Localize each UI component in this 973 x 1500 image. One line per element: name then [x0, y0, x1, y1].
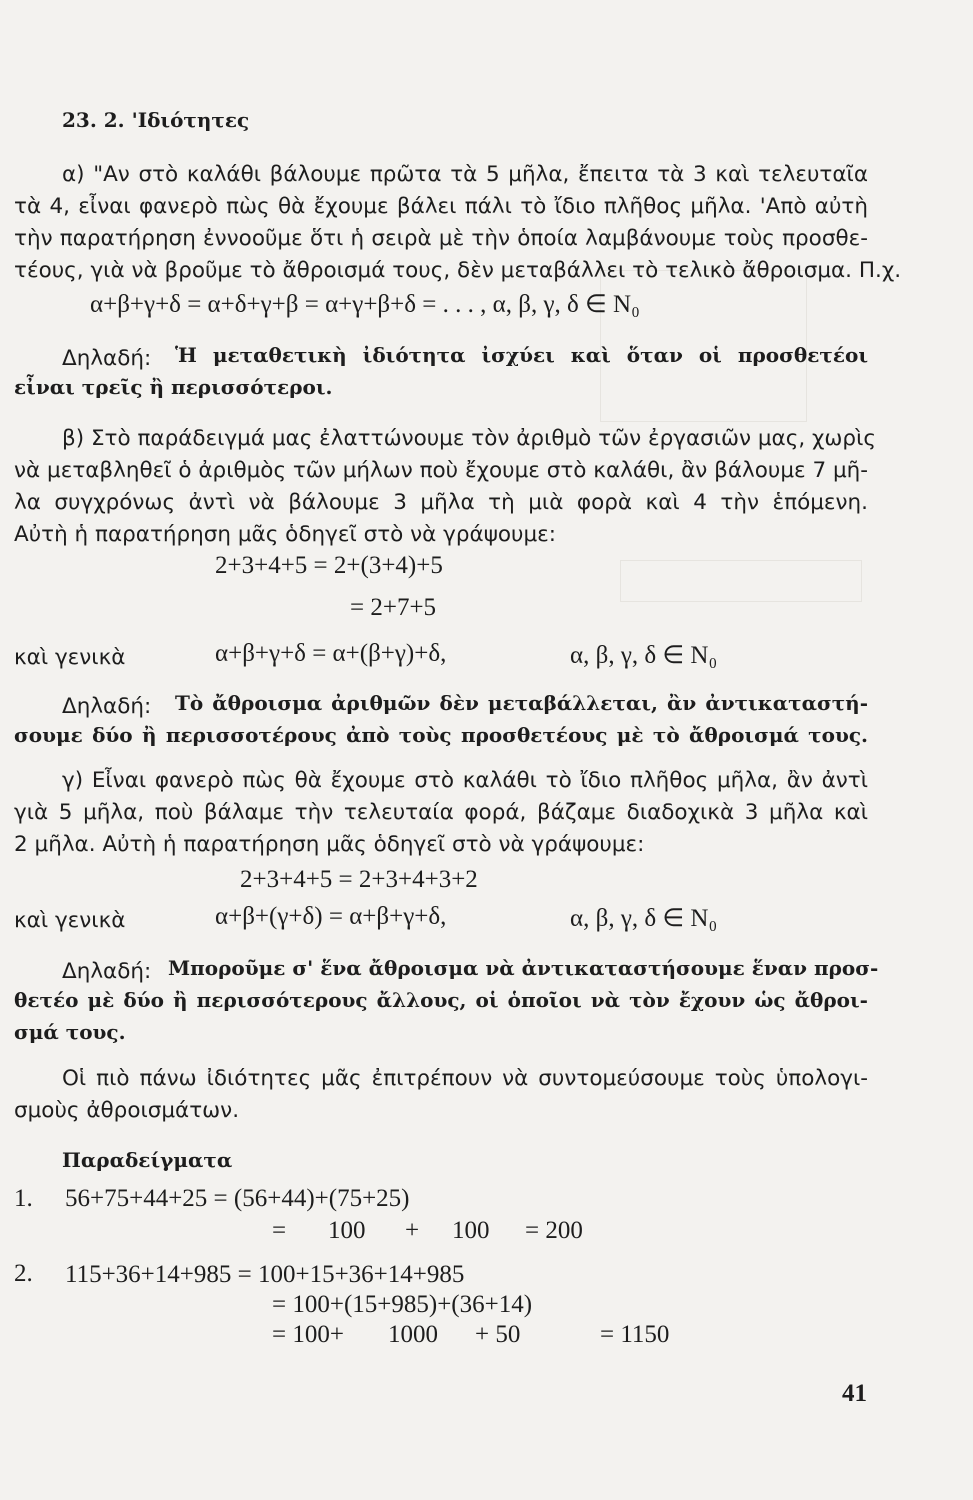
example-2-line-3-c: + 50: [475, 1321, 521, 1348]
para-c-line-3: 2 μῆλα. Αὐτὴ ἡ παρατήρηση μᾶς ὁδηγεῖ στὸ νὰ γράψουμε:: [14, 832, 645, 857]
formula-commutative: α+β+γ+δ = α+δ+γ+β = α+γ+β+δ = . . . , α, β, γ, δ ∈ N₀: [90, 291, 640, 318]
para-a-line-3: τὴν παρατήρηση ἐννοοῦμε ὅτι ἡ σειρὰ μὲ τὴν ὁποία λαμβάνουμε τοὺς προσθε-: [14, 226, 868, 251]
rule-c-line-1: Μποροῦμε σ' ἕνα ἄθροισμα νὰ ἀντικαταστήσουμε ἕναν προσ-: [168, 956, 879, 980]
example-1-line-2-a: 100: [328, 1217, 366, 1244]
examples-heading: Παραδείγματα: [62, 1148, 233, 1172]
example-2-line-2: = 100+(15+985)+(36+14): [272, 1291, 533, 1318]
example-1-line-2-result: = 200: [525, 1217, 583, 1244]
para-b-line-3: λα συγχρόνως ἀντὶ νὰ βάλουμε 3 μῆλα τὴ μιὰ φορὰ καὶ 4 τὴν ἑπόμενη.: [14, 490, 868, 515]
equation-c-1: 2+3+4+5 = 2+3+4+3+2: [240, 866, 478, 893]
kai-genika-label-1: καὶ γενικὰ: [14, 645, 126, 670]
example-2-line-3-a: = 100+: [272, 1321, 344, 1348]
rule-b-prefix: Δηλαδή:: [62, 694, 152, 719]
equation-b-3: α+β+γ+δ = α+(β+γ)+δ,: [215, 640, 447, 667]
example-2-line-3-b: 1000: [388, 1321, 438, 1348]
example-1-line-2-b: 100: [452, 1217, 490, 1244]
equation-c-2: α+β+(γ+δ) = α+β+γ+δ,: [215, 903, 447, 930]
kai-genika-label-2: καὶ γενικὰ: [14, 908, 126, 933]
rule-c-line-2: θετέο μὲ δύο ἢ περισσότερους ἄλλους, οἱ ὁποῖοι νὰ τὸν ἔχουν ὡς ἄθροι-: [14, 988, 868, 1012]
para-b-line-2: νὰ μεταβληθεῖ ὁ ἀριθμὸς τῶν μήλων ποὺ ἔχουμε στὸ καλάθι, ἂν βάλουμε 7 μῆ-: [14, 458, 869, 483]
example-2-number: 2.: [14, 1260, 33, 1287]
para-b-line-4: Αὐτὴ ἡ παρατήρηση μᾶς ὁδηγεῖ στὸ νὰ γράψουμε:: [14, 522, 557, 547]
equation-c-2-domain: α, β, γ, δ ∈ N₀: [570, 905, 718, 932]
rule-b-line-1: Τὸ ἄθροισμα ἀριθμῶν δὲν μεταβάλλεται, ἂν ἀντικαταστή-: [175, 691, 868, 715]
para-b-line-1: β) Στὸ παράδειγμά μας ἐλαττώνουμε τὸν ἀριθμὸ τῶν ἐργασιῶν μας, χωρὶς: [62, 426, 876, 451]
para-a-line-4: τέους, γιὰ νὰ βροῦμε τὸ ἄθροισμά τους, δὲν μεταβάλλει τὸ τελικὸ ἄθροισμα. Π.χ.: [14, 258, 902, 283]
equation-b-2: = 2+7+5: [350, 594, 437, 621]
bleed-through-frame-bottom: [620, 560, 862, 602]
page-number: 41: [842, 1380, 867, 1407]
example-1-line-2-eq: =: [272, 1217, 287, 1244]
example-2-line-3-result: = 1150: [600, 1321, 670, 1348]
rule-b-line-2: σουμε δύο ἢ περισσοτέρους ἀπὸ τοὺς προσθετέους μὲ τὸ ἄθροισμά τους.: [14, 723, 868, 747]
equation-b-3-domain: α, β, γ, δ ∈ N₀: [570, 642, 718, 669]
rule-c-line-3: σμά τους.: [14, 1020, 126, 1044]
para-c-line-1: γ) Εἶναι φανερὸ πὼς θὰ ἔχουμε στὸ καλάθι τὸ ἴδιο πλῆθος μῆλα, ἂν ἀντὶ: [62, 768, 868, 793]
para-a-line-1: α) "Αν στὸ καλάθι βάλουμε πρῶτα τὰ 5 μῆλα, ἔπειτα τὰ 3 καὶ τελευταῖα: [62, 162, 868, 187]
equation-b-1: 2+3+4+5 = 2+(3+4)+5: [215, 552, 443, 579]
example-1-line-2-plus: +: [405, 1217, 420, 1244]
para-d-line-2: σμοὺς ἀθροισμάτων.: [14, 1098, 240, 1123]
example-2-line-1: 115+36+14+985 = 100+15+36+14+985: [65, 1261, 465, 1288]
rule-c-prefix: Δηλαδή:: [62, 959, 152, 984]
rule-a-line-2: εἶναι τρεῖς ἢ περισσότεροι.: [14, 375, 333, 399]
rule-a-line-1: Ἡ μεταθετικὴ ἰδιότητα ἰσχύει καὶ ὅταν οἱ προσθετέοι: [175, 343, 868, 367]
example-1-number: 1.: [14, 1185, 33, 1212]
para-a-line-2: τὰ 4, εἶναι φανερὸ πὼς θὰ ἔχουμε βάλει πάλι τὸ ἴδιο πλῆθος μῆλα. 'Απὸ αὐτὴ: [14, 194, 868, 219]
example-1-line-1: 56+75+44+25 = (56+44)+(75+25): [65, 1185, 410, 1212]
section-heading: 23. 2. 'Ιδιότητες: [62, 108, 250, 132]
para-c-line-2: γιὰ 5 μῆλα, ποὺ βάλαμε τὴν τελευταία φορά, βάζαμε διαδοχικὰ 3 μῆλα καὶ: [14, 800, 868, 825]
rule-a-prefix: Δηλαδή:: [62, 346, 152, 371]
para-d-line-1: Οἱ πιὸ πάνω ἰδιότητες μᾶς ἐπιτρέπουν νὰ συντομεύσουμε τοὺς ὑπολογι-: [62, 1066, 868, 1091]
